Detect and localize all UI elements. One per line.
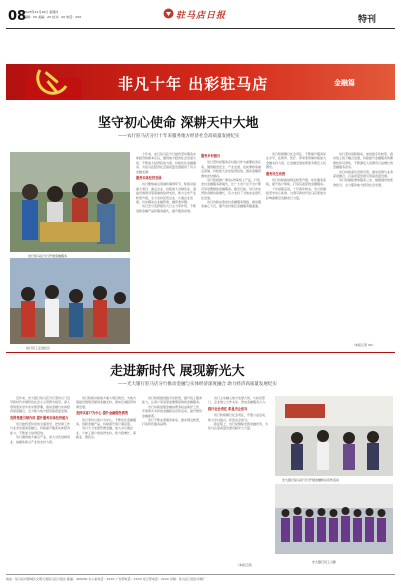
article2-credit: （本报记者） [236,563,255,567]
article1-column-1: 十年来，农行驻马店分行始终坚持服务实体经济的根本宗旨，围绕地方经济社会发展大局，不断加大信贷投放力度，持续优化金融服务，为驻马店经济社会高质量发展提供了有力金融支撑。 服务实体经济发展 该行聚焦重点领域和薄弱环节，积极对接重大项目、重点企业，持续加大对制造业、基础设施建设等领域的信贷支持，助力全市产业转型升级，全力支持民营企业、小微企业发展，切实解决企业融资难、融资贵问题。 该行充分发挥国有大行主力军作用，不断创新金融产品和服务模式，提升服务质效。 [136,152,196,213]
section-divider [6,352,395,353]
section-tag: 特刊 [358,15,377,25]
article2-column-1: 近年来，光大银行驻马店分行坚持以习近平新时代中国特色社会主义思想为指导，深入贯彻落实党中央决策部署，推动金融与实体经济深度融合，全力助力地方经济高质量发展。 发挥党建引领作用 提升服务实体经济能力 该行始终坚持党的全面领导，把党建工作与业务发展深度融合，持续提升服务实体经济能力，不断加大信贷投放。 该行围绕地方重点产业，加大对先进制造业、战略性新兴产业的支持力度。 [10,396,71,444]
article2-photo-1-caption: 光大银行驻马店分行开展金融知识宣传活动 [282,478,340,482]
masthead-rule [6,28,395,29]
article1-photo-2 [10,258,130,344]
article1-photo-1-caption: 农行驻马店分行开展金融服务 [28,254,68,258]
article2-photo-2 [275,484,393,554]
article2-column-3: 该行积极推进数字化转型，提升线上服务能力，让客户享受更加便捷高效的金融服务。 该行持续加强金融消费者权益保护工作，开展形式多样的金融知识宣传活动，提升群众金融素养。 该行不断完善服务体系，推动网点转型，打造特色服务品牌。 [142,396,203,427]
article1-photo-1 [10,152,130,252]
page-footer: 地址：驻马店市驿城区文明大道驻马店日报社 邮编：463000 办公室电话：XXXX 广告部电话：XXXX 发行部电话：XXXX 印刷：驻马店日报社印刷厂 [6,574,395,581]
banner-title: 非凡十年 出彩驻马店 [118,75,269,93]
article1-column-2: 服务乡村振兴 该行坚持把服务乡村振兴作为重要政治任务，围绕粮食安全、产业发展、农民增收等重点领域，持续加大涉农信贷投放，推动金融资源向农村倾斜。 该行积极推广惠农e贷等线上产品，打造农村金融服务新模式，让广大农户足不出户即可享受便捷的金融服务。截至目前，该行涉农贷款余额持续增长，有力支持了当地农业现代化发展。 该行持续完善农村金融服务网络，推动服务重心下沉，提升农村地区金融服务覆盖面。 [201,154,261,209]
article1-subheadline: ——农行驻马店分行十年来服务地方经济社会高质量发展纪实 [118,134,240,139]
article1-column-3: 该行积极履行社会责任，不断提升服务民生水平，在教育、医疗、养老等领域持续加大金融支持力度，让金融发展成果更多惠及人民群众。 服务民生改善 该行持续推进网点转型升级，优化服务流程，提升客户体验，打造有温度的金融服务。 十年砥砺奋进，十年春华秋实。该行将继续坚守初心使命，为谱写新时代驻马店更加出彩绚丽篇章贡献农行力量。 [266,152,327,200]
article2-section-head-1: 发挥党建引领作用 提升服务实体经济能力 [10,415,69,420]
article1-headline: 坚守初心使命 深耕天中大地 [98,116,259,131]
page-number: 08 [8,9,27,24]
article1-photo-2-caption: 农行员工走进社区 [26,346,51,350]
newspaper-logo-icon [163,8,174,19]
article2-subheadline: ——光大银行驻马店分行推动金融与实体经济深度融合 助力经济高质量发展纪实 [118,382,277,387]
newspaper-logo-text: 驻马店日报 [176,11,227,21]
article1-section-head-2: 服务乡村振兴 [201,154,221,158]
special-banner [6,64,395,100]
article2-photo-2-caption: 光大银行员工合影 [312,560,337,564]
article2-column-2: 该行积极对接地方重大项目建设，为地方基础设施建设提供金融支持，推动区域经济协调发展。 坚持以客户为中心 提升金融服务质效 该行坚持以客户为中心，不断优化金融服务，创新金融产品，持续提升客户满意度。 该行大力发展普惠金融，加大对小微企业、个体工商户的信贷支持，助力稳增长、保就业、惠民生。 [76,396,137,440]
article2-photo-1 [275,396,393,476]
article2-section-head-3: 践行社会责任 彰显央企担当 [208,406,248,411]
article1-credit: （本报记者 XX） [352,343,376,347]
hammer-sickle-icon [26,66,86,100]
article2-headline: 走进新时代 展现新光大 [110,364,245,379]
article2-column-4: 该行主动融入地方发展大局，与政府部门、企业建立合作关系，形成金融服务合力。 践行社会责任 彰显央企担当 该行积极履行社会责任，开展公益活动，助力乡村振兴，彰显央企担当。 新征程上，该行将继续发挥金融优势，为驻马店高质量发展贡献光大力量。 [208,396,268,431]
article1-column-4: 该行坚持创新驱动，加快数字化转型，推动线上线下融合发展，持续提升金融服务的便捷性和可得性，不断满足人民群众日益增长的金融服务需求。 该行持续深化党建引领，推动党建与业务深度融合，以高质量党建引领高质量发展。 该行将继续秉承服务三农、做强城市的使命担当，全力服务地方经济社会发展。 [333,152,393,187]
banner-tag: 金融篇 [334,79,355,87]
article2-section-head-2: 坚持以客户为中心 提升金融服务质效 [76,411,129,416]
article1-section-head-3: 服务民生改善 [266,171,286,176]
masthead-editor-line: 编辑：XX 美编：XX 校对：XX 电话：XXX [24,15,82,19]
article1-section-head-1: 服务实体经济发展 [136,176,162,181]
masthead [0,0,401,28]
masthead-date-line: 2023年11月16日 星期四 [24,10,59,14]
